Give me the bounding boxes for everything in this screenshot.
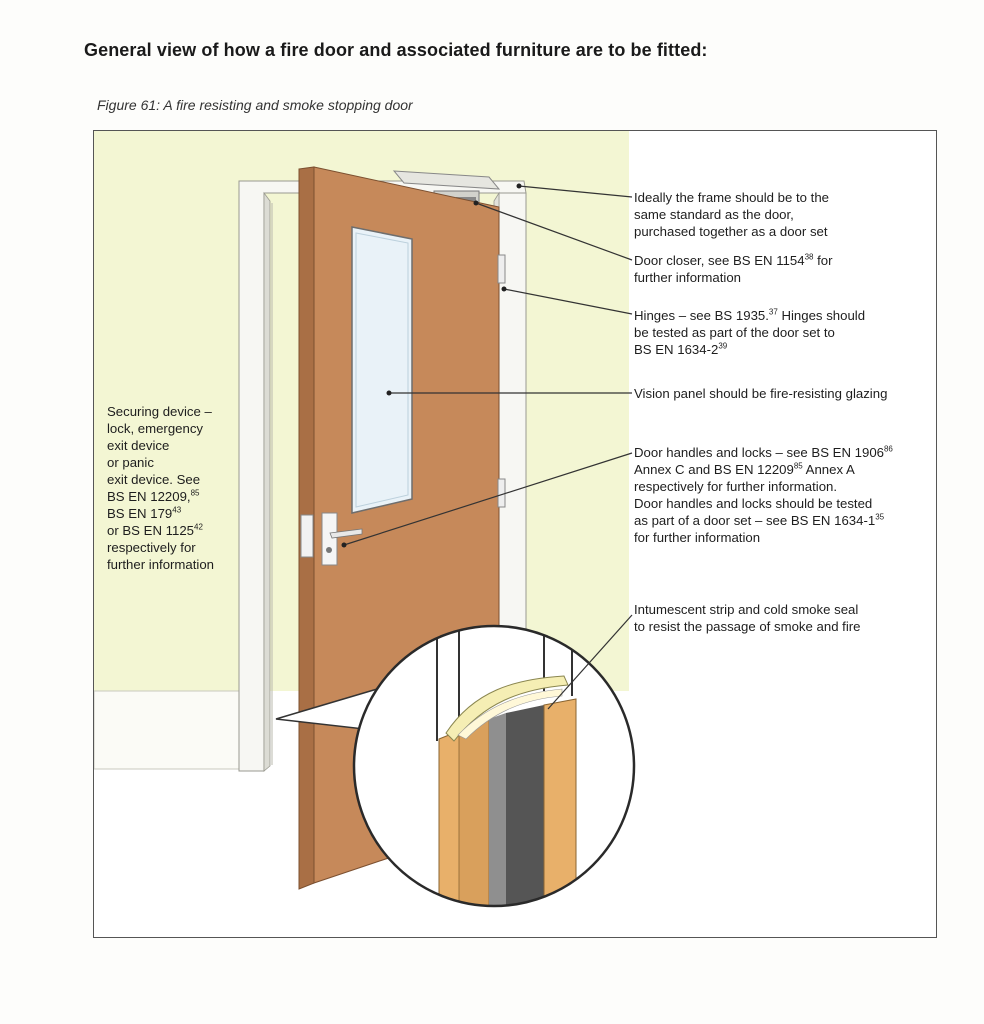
callout-door-closer: Door closer, see BS EN 1154$^{38}$ for further information [634, 252, 833, 285]
skirting-board [94, 691, 244, 769]
magnified-edge-detail [354, 626, 634, 921]
callout-intumescent-strip: Intumescent strip and cold smoke seal to resist the passage of smoke and fire [634, 602, 861, 634]
callout-handles-locks: Door handles and locks – see BS EN 1906$^{86}$ Annex C and BS EN 12209$^{85}$ Annex A respectively for further information. Door handles and locks should be tested as part of a door set – see BS EN $1634-1^{35}$ for further information [634, 444, 893, 545]
callout-securing-device: Securing device – lock, emergency exit device or panic exit device. See BS EN 12209,85 BS EN $179^{43}$ or BS EN 1125$^{42}$ respectively for further information [107, 404, 215, 572]
figure-61 [93, 130, 937, 938]
callout-vision-panel: Vision panel should be fire-resisting glazing [634, 386, 888, 401]
callout-hinges: Hinges – see BS 1935.37 Hinges should be tested as part of the door set to BS EN $1634-2^{39}$ [634, 307, 866, 357]
callout-frame: Ideally the frame should be to the same standard as the door, purchased together as a door set [634, 190, 830, 239]
page-heading: General view of how a fire door and associated furniture are to be fitted: [84, 40, 708, 60]
figure-caption: Figure 61: A fire resisting and smoke stopping door [97, 97, 413, 113]
